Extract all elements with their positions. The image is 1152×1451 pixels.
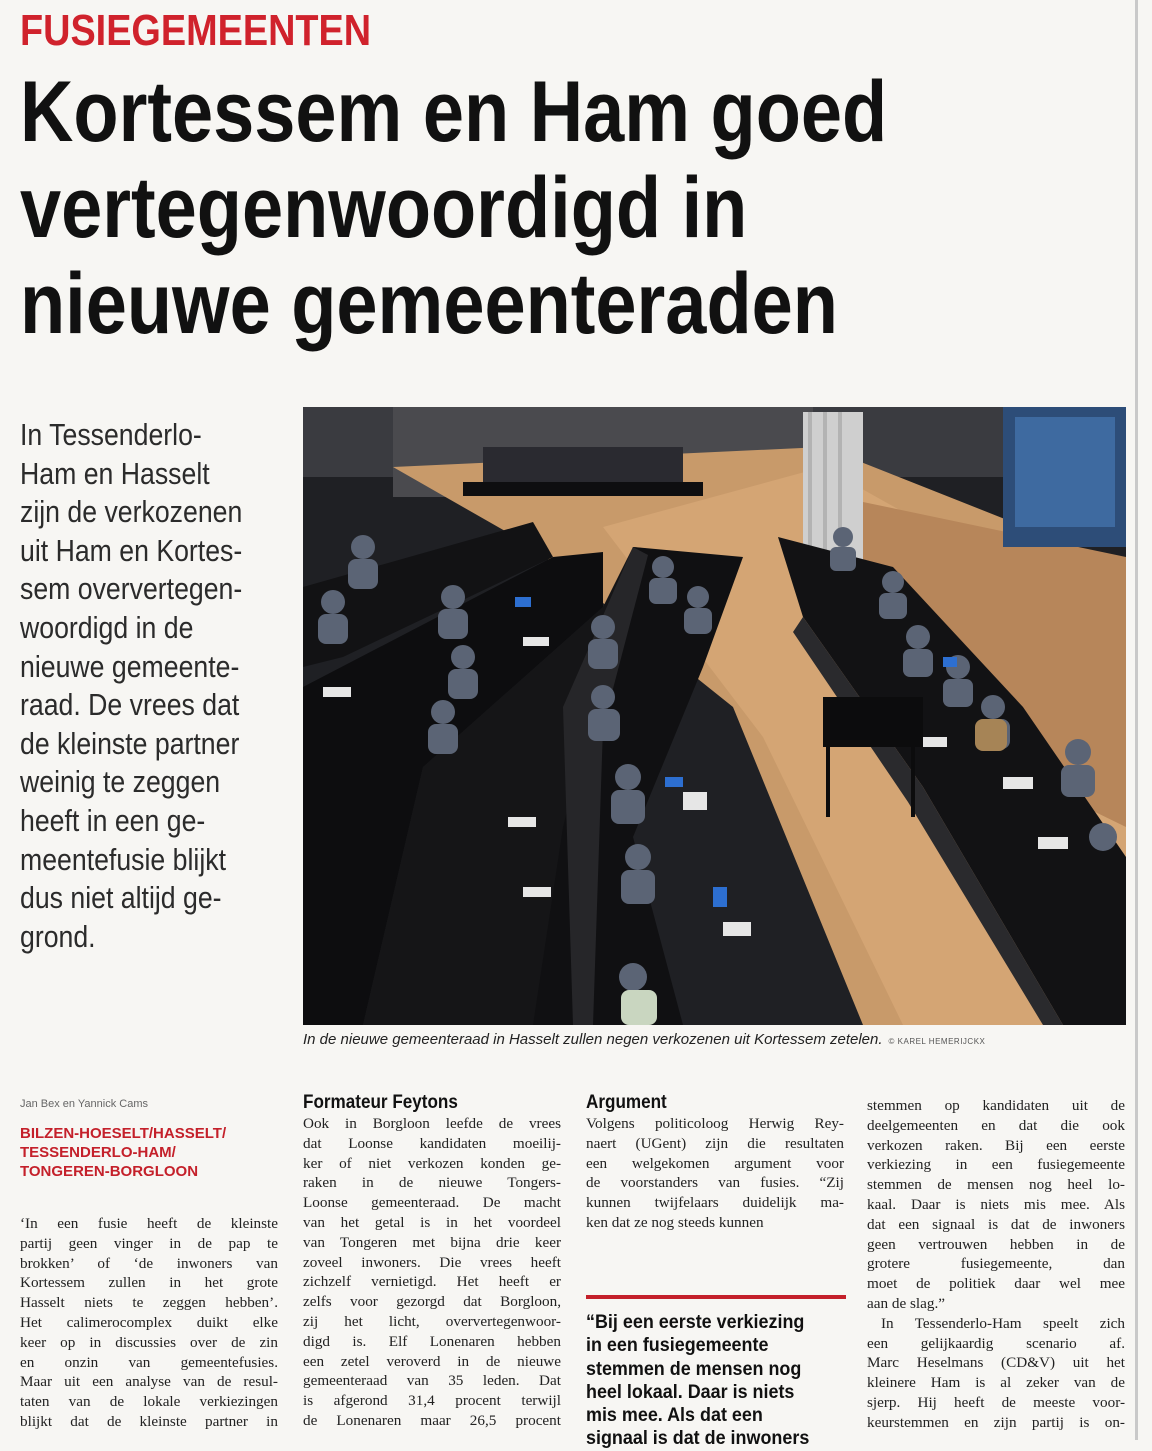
body-line: naert (UGent) zijn die resultaten — [586, 1134, 844, 1152]
pull-quote-line: mis mee. Als dat een — [586, 1404, 763, 1427]
headline-line: nieuwe gemeenteraden — [20, 256, 838, 352]
body-line: zichzelf vernietigd. Het heeft er — [303, 1273, 561, 1291]
body-line: dat een signaal is dat de inwoners — [867, 1215, 1125, 1233]
body-line: een zetel veroverd in de nieuwe — [303, 1352, 561, 1370]
body-line: verkozen raken. Bij een eerste — [867, 1136, 1125, 1154]
intro-line: grond. — [20, 918, 96, 954]
article-column-2 — [303, 1092, 561, 1431]
body-line: zoveel inwoners. Die vrees heeft — [303, 1253, 561, 1271]
intro-line: nieuwe gemeente- — [20, 648, 240, 684]
body-line: In Tessenderlo-Ham speelt zich — [881, 1314, 1125, 1332]
intro-line: weinig te zeggen — [20, 764, 221, 800]
body-line: Hasselt niets te zeggen hebben’. — [20, 1294, 278, 1312]
body-line: keurstemmen en zijn partij is on- — [867, 1413, 1125, 1431]
headline-line: vertegenwoordigd in — [20, 160, 748, 256]
council-photo — [303, 407, 1126, 1025]
intro-line: sem oververtegen- — [20, 571, 243, 607]
subheading-argument: Argument — [586, 1092, 667, 1113]
intro-line: zijn de verkozenen — [20, 494, 243, 530]
body-line: stemmen op kandidaten uit de — [867, 1097, 1125, 1114]
byline: Jan Bex en Yannick Cams — [20, 1098, 148, 1110]
body-line: kunnen twijfelaars duidelijk ma- — [586, 1194, 844, 1212]
body-line: de voorstanders van fusies. “Zij — [586, 1174, 844, 1192]
intro-text — [20, 416, 278, 956]
article-column-3 — [586, 1092, 844, 1233]
intro-line: uit Ham en Kortes- — [20, 532, 243, 568]
intro-line: de kleinste partner — [20, 725, 240, 761]
dateline-line: BILZEN-HOESELT/HASSELT/ — [20, 1125, 227, 1142]
article-column-1 — [20, 1214, 278, 1432]
body-line: raken in de nieuwe Tongers- — [303, 1174, 561, 1192]
section-label: FUSIEGEMEENTEN — [20, 6, 372, 55]
body-line: verkiezing in een fusiegemeente — [867, 1156, 1125, 1174]
body-line: Maar uit een analyse van de resul- — [20, 1373, 278, 1391]
body-line: stemmen de mensen nog heel lo- — [867, 1176, 1125, 1194]
intro-line: Ham en Hasselt — [20, 455, 210, 491]
body-line: Kortessem zullen in het grote — [20, 1274, 278, 1292]
body-line: Volgens politicoloog Herwig Rey- — [586, 1115, 844, 1132]
body-line: Marc Heselmans (CD&V) uit het — [867, 1354, 1125, 1372]
body-line: Ook in Borgloon leefde de vrees — [303, 1115, 561, 1132]
body-line: kleinere Ham is al zeker van de — [867, 1374, 1125, 1392]
body-line: blijkt dat de kleinste partner in — [20, 1412, 278, 1430]
body-line: dat Loonse kandidaten moeilij- — [303, 1134, 561, 1152]
body-line: deelgemeenten en dat die ook — [867, 1116, 1125, 1134]
body-line: de Lonenaren maar 26,5 procent — [303, 1411, 561, 1429]
intro-line: woordigd in de — [20, 609, 194, 645]
photo-caption — [303, 1031, 1126, 1048]
body-line: een gelijkaardig scenario af. — [867, 1334, 1125, 1352]
body-line: geen vertrouwen hebben in de — [867, 1235, 1125, 1253]
body-line: ker of niet verkozen konden ge- — [303, 1154, 561, 1172]
caption-text: In de nieuwe gemeenteraad in Hasselt zullen negen verkozenen uit Kortessem zetelen. — [303, 1031, 883, 1048]
body-line: partij geen vinger in de pap te — [20, 1234, 278, 1252]
dateline-line: TESSENDERLO-HAM/ — [20, 1144, 176, 1161]
body-line: van het getal is in het voordeel — [303, 1213, 561, 1231]
council-photo-illustration — [303, 407, 1126, 1025]
photo-credit: © KAREL HEMERIJCKX — [888, 1037, 986, 1046]
body-line: gemeenteraad van 35 leden. Dat — [303, 1372, 561, 1390]
body-line: en onzin van gemeentefusies. — [20, 1353, 278, 1371]
intro-line: meentefusie blijkt — [20, 841, 226, 877]
body-line: brokken’ of ‘de inwoners van — [20, 1254, 278, 1272]
body-line: aan de slag.” — [867, 1294, 946, 1312]
intro-line: raad. De vrees dat — [20, 687, 240, 723]
body-line: digd is. Elf Lonenaren hebben — [303, 1332, 561, 1350]
article-column-4 — [867, 1096, 1125, 1433]
body-line: taten van de lokale verkiezingen — [20, 1393, 278, 1411]
body-line: grotere fusiegemeente, dan — [867, 1255, 1125, 1273]
body-line: is afgerond 31,4 procent terwijl — [303, 1392, 561, 1410]
body-line: kaal. Daar is niets mis mee. Als — [867, 1195, 1125, 1213]
dateline-line: TONGEREN-BORGLOON — [20, 1163, 199, 1180]
body-line: moet de politiek daar wel mee — [867, 1275, 1125, 1293]
body-line: ‘In een fusie heeft de kleinste — [20, 1215, 278, 1232]
intro-line: heeft in een ge- — [20, 802, 206, 838]
pull-quote-line: in een fusiegemeente — [586, 1334, 769, 1357]
body-line: Het calimerocomplex duikt elke — [20, 1313, 278, 1331]
pull-quote-line: heel lokaal. Daar is niets — [586, 1380, 795, 1403]
dateline — [20, 1124, 280, 1181]
pull-quote-line: “Bij een eerste verkiezing — [586, 1311, 805, 1333]
body-line: Loonse gemeenteraad. De macht — [303, 1194, 561, 1212]
pull-quote-line: signaal is dat de inwoners — [586, 1427, 810, 1450]
headline — [20, 64, 1069, 352]
intro-line: dus niet altijd ge- — [20, 880, 222, 916]
body-line: keer op in discussies over de zin — [20, 1333, 278, 1351]
pull-quote — [586, 1295, 846, 1451]
intro-line: In Tessenderlo- — [20, 417, 202, 452]
body-line: zij het licht, oververtegenwoor- — [303, 1312, 561, 1330]
body-line: ken dat ze nog steeds kunnen — [586, 1213, 764, 1231]
body-line: zelfs voor gezorgd dat Borgloon, — [303, 1293, 561, 1311]
body-line: sjerp. Hij heeft de meeste voor- — [867, 1393, 1125, 1411]
subheading-formateur: Formateur Feytons — [303, 1092, 458, 1113]
body-line: een welgekomen argument voor — [586, 1154, 844, 1172]
headline-line: Kortessem en Ham goed — [20, 64, 888, 160]
body-line: van Tongeren met bijna drie keer — [303, 1233, 561, 1251]
pull-quote-line: stemmen de mensen nog — [586, 1357, 802, 1380]
